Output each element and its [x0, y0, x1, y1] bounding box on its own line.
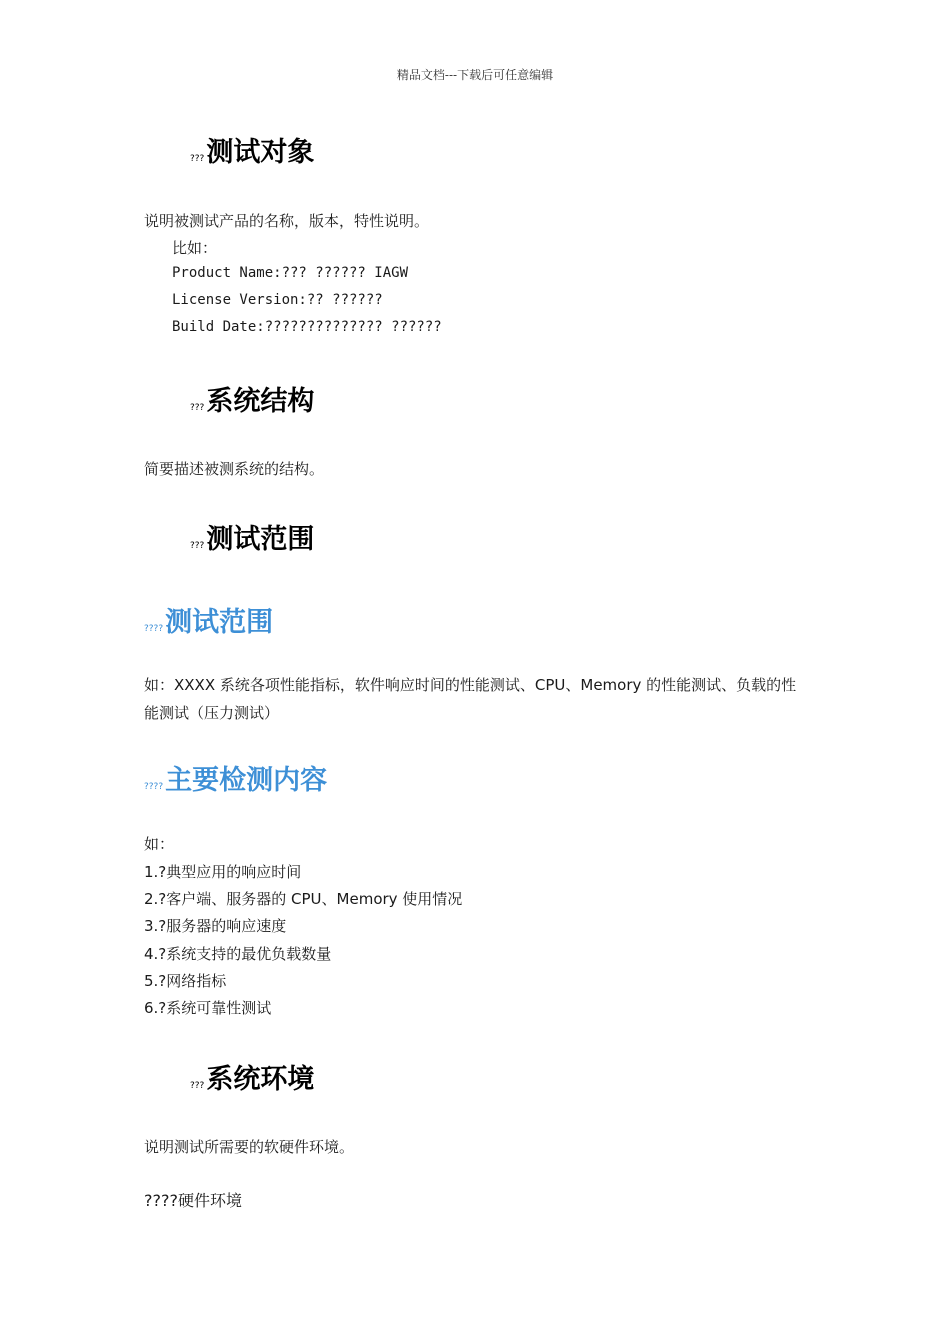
heading-text: 系统环境: [206, 1064, 315, 1095]
heading-system-structure: [190, 379, 314, 418]
list-item: 2.?客户端、服务器的 CPU、Memory 使用情况: [144, 890, 463, 908]
list-item: 3.?服务器的响应速度: [144, 917, 287, 935]
subheading-text: 主要检测内容: [165, 765, 328, 796]
heading-text: 测试对象: [206, 137, 315, 168]
example-label: 比如：: [172, 239, 218, 257]
test-object-description: 说明被测试产品的名称，版本，特性说明。: [144, 212, 430, 230]
heading-number: ???: [190, 1081, 205, 1091]
license-version-line: License Version:?? ??????: [172, 292, 383, 308]
list-item: 1.?典型应用的响应时间: [144, 863, 302, 881]
system-structure-description: 简要描述被测系统的结构。: [144, 460, 325, 478]
subheading-test-scope: [144, 600, 273, 639]
product-name-line: Product Name:??? ?????? IAGW: [172, 265, 409, 281]
heading-number: ???: [190, 541, 205, 551]
test-scope-description: 如：XXXX 系统各项性能指标，软件响应时间的性能测试、CPU、Memory 的性能测试、负载的性能测试（压力测试）: [144, 676, 797, 722]
subheading-text: 测试范围: [165, 607, 274, 638]
subheading-number: ????: [144, 624, 164, 634]
hardware-environment-heading: ????硬件环境: [144, 1191, 242, 1210]
page-header: 精品文档---下载后可任意编辑: [396, 68, 554, 82]
heading-number: ???: [190, 403, 205, 413]
heading-test-object: [190, 130, 314, 169]
heading-test-scope: [190, 517, 314, 556]
heading-system-environment: [190, 1057, 314, 1096]
subheading-number: ????: [144, 782, 164, 792]
heading-number: ???: [190, 154, 205, 164]
list-item: 5.?网络指标: [144, 972, 227, 990]
heading-text: 测试范围: [206, 524, 315, 555]
list-item: 6.?系统可靠性测试: [144, 999, 272, 1017]
subheading-main-content: [144, 758, 327, 797]
system-environment-description: 说明测试所需要的软硬件环境。: [144, 1138, 355, 1156]
list-item: 4.?系统支持的最优负载数量: [144, 945, 332, 963]
build-date-line: Build Date:?????????????? ??????: [172, 319, 442, 335]
heading-text: 系统结构: [206, 386, 315, 417]
content-intro: 如：: [144, 835, 175, 853]
